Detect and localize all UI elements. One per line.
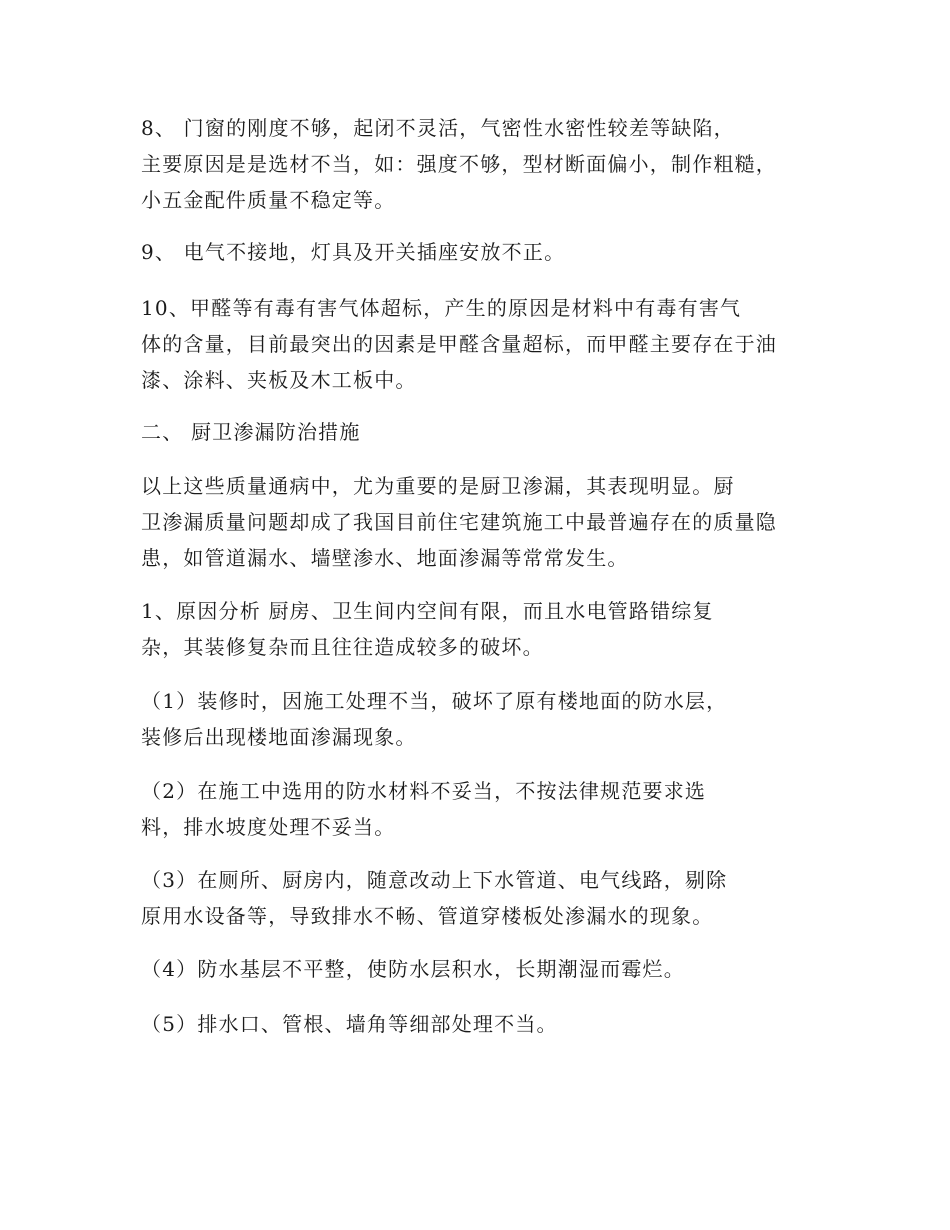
- paragraph-item-8: [141, 110, 811, 218]
- text-line: 8、 门窗的刚度不够，起闭不灵活，气密性水密性较差等缺陷，: [141, 116, 735, 140]
- text-line: 以上这些质量通病中，尤为重要的是厨卫渗漏，其表现明显。厨: [141, 474, 735, 498]
- cause-analysis-paragraph: [141, 593, 811, 665]
- cause-item-2: [141, 773, 811, 845]
- section-heading: [141, 414, 811, 450]
- text-line: 小五金配件质量不稳定等。: [141, 188, 396, 212]
- cause-item-3: [141, 862, 811, 934]
- text-line: （3）在厕所、厨房内，随意改动上下水管道、电气线路，剔除: [141, 868, 728, 892]
- paragraph-item-10: [141, 290, 811, 398]
- text-line: 杂，其装修复杂而且往往造成较多的破坏。: [141, 635, 544, 659]
- text-line: 卫渗漏质量问题却成了我国目前住宅建筑施工中最普遍存在的质量隐: [141, 510, 777, 534]
- text-line: （4）防水基层不平整，使防水层积水，长期潮湿而霉烂。: [141, 957, 685, 981]
- text-line: 10、甲醛等有毒有害气体超标，产生的原因是材料中有毒有害气: [141, 296, 742, 320]
- text-line: 体的含量，目前最突出的因素是甲醛含量超标，而甲醛主要存在于油: [141, 332, 777, 356]
- text-line: 患，如管道漏水、墙壁渗水、地面渗漏等常常发生。: [141, 546, 629, 570]
- text-line: 料，排水坡度处理不妥当。: [141, 815, 396, 839]
- text-line: 装修后出现楼地面渗漏现象。: [141, 725, 417, 749]
- text-line: 原用水设备等，导致排水不畅、管道穿楼板处渗漏水的现象。: [141, 904, 714, 928]
- paragraph-item-9: [141, 234, 811, 270]
- text-line: 9、 电气不接地，灯具及开关插座安放不正。: [141, 240, 566, 264]
- text-line: 1、原因分析 厨房、卫生间内空间有限，而且水电管路错综复: [141, 599, 714, 623]
- cause-item-4: [141, 951, 811, 987]
- intro-paragraph: [141, 468, 811, 576]
- heading-text: 二、 厨卫渗漏防治措施: [141, 420, 361, 444]
- text-line: （5）排水口、管根、墙角等细部处理不当。: [141, 1012, 558, 1036]
- text-line: （2）在施工中选用的防水材料不妥当，不按法律规范要求选: [141, 779, 707, 803]
- cause-item-1: [141, 683, 811, 755]
- text-line: 主要原因是是选材不当，如：强度不够，型材断面偏小，制作粗糙，: [141, 152, 777, 176]
- cause-item-5: [141, 1006, 811, 1042]
- text-line: （1）装修时，因施工处理不当，破坏了原有楼地面的防水层，: [141, 689, 728, 713]
- text-line: 漆、涂料、夹板及木工板中。: [141, 368, 417, 392]
